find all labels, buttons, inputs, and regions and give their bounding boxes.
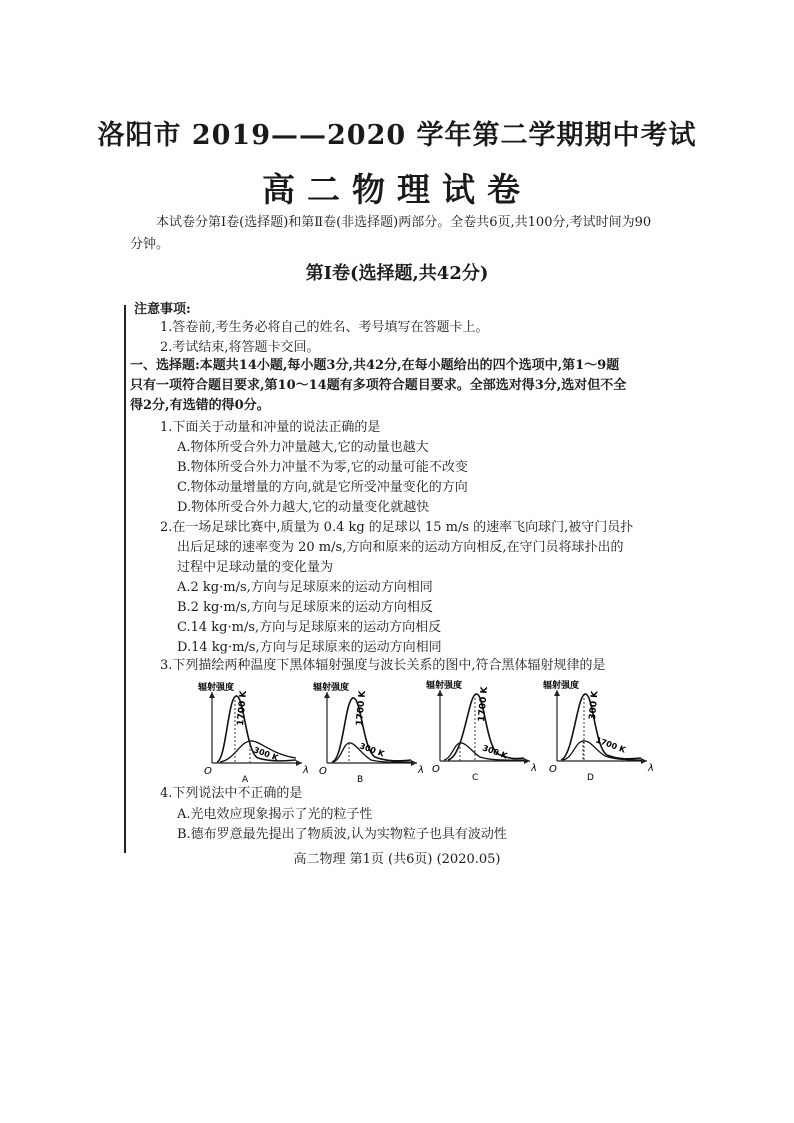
graph-d-origin: O [549,764,557,775]
graph-a-hi-label: 1700 K [236,690,250,727]
graph-b-lo-label: 300 K [358,741,386,759]
section-title: 第Ⅰ卷(选择题,共42分) [305,263,489,284]
graph-a-origin: O [204,766,212,777]
graph-d-ylabel: 辐射强度 [543,681,580,691]
notes-heading: 注意事项: [134,302,191,317]
question-4-option-a: A.光电效应现象揭示了光的粒子性 [177,807,373,822]
graph-d-lo-label: 1700 K [594,735,627,755]
graph-b-xlabel: λ [418,765,424,776]
graph-a-plot [190,678,310,788]
graph-a-caption: A [242,775,249,785]
graph-c-origin: O [432,764,440,775]
question-2-stem: 2.在一场足球比赛中,质量为 0.4 kg 的足球以 15 m/s 的速率飞向球门,被守门员扑 [160,520,634,535]
instruction-line: 只有一项符合题目要求,第10～14题有多项符合题目要求。全部选对得3分,选对但不全 [130,378,627,393]
graph-a [190,678,310,788]
question-2-option-c: C.14 kg·m/s,方向与足球原来的运动方向相反 [177,620,442,635]
graph-c-xlabel: λ [531,763,537,774]
instruction-line: 得2分,有选错的得0分。 [130,398,270,413]
graph-c-lo-label: 300 K [481,743,509,761]
graph-c-ylabel: 辐射强度 [426,681,463,691]
question-1-stem: 1.下面关于动量和冲量的说法正确的是 [160,420,381,435]
graph-a-xlabel: λ [303,765,309,776]
binding-margin-line [124,305,126,853]
question-2-option-b: B.2 kg·m/s,方向与足球原来的运动方向相反 [177,600,433,615]
question-2-stem: 过程中足球动量的变化量为 [177,560,334,575]
question-4-stem: 4.下列说法中不正确的是 [160,786,303,801]
question-1-option-c: C.物体动量增量的方向,就是它所受冲量变化的方向 [177,480,468,495]
graph-d-hi-label: 300 K [588,690,601,721]
graph-b [305,678,425,788]
graph-c [418,676,538,786]
question-2-stem: 出后足球的速率变为 20 m/s,方向和原来的运动方向相反,在守门员将球扑出的 [177,540,624,555]
note-item: 2.考试结束,将答题卡交回。 [160,340,320,355]
question-4-option-b: B.德布罗意最先提出了物质波,认为实物粒子也具有波动性 [177,827,507,842]
question-1-option-d: D.物体所受合外力越大,它的动量变化就越快 [177,500,430,515]
exam-intro: 本试卷分第Ⅰ卷(选择题)和第Ⅱ卷(非选择题)两部分。全卷共6页,共100分,考试时间为90分钟。 [130,215,652,252]
graph-d-xlabel: λ [648,763,654,774]
question-3-stem: 3.下列描绘两种温度下黑体辐射强度与波长关系的图中,符合黑体辐射规律的是 [160,658,606,673]
instruction-line: 一、选择题:本题共14小题,每小题3分,共42分,在每小题给出的四个选项中,第1～9题 [130,358,620,373]
exam-subtitle: 高二物理试卷 [262,170,532,209]
graph-b-plot [305,678,425,788]
question-2-option-d: D.14 kg·m/s,方向与足球原来的运动方向相同 [177,640,442,655]
graph-c-caption: C [472,773,479,783]
graph-d [535,676,655,786]
x-axis-arrow [641,758,647,764]
note-item: 1.答卷前,考生务必将自己的姓名、考号填写在答题卡上。 [160,320,489,335]
graph-b-ylabel: 辐射强度 [313,683,350,693]
graph-b-hi-label: 1700 K [355,690,369,727]
graph-d-caption: D [587,773,594,783]
graph-b-caption: B [357,775,364,785]
graph-c-hi-label: 1700 K [477,686,491,723]
x-axis-arrow [411,760,417,766]
graph-a-ylabel: 辐射强度 [198,683,235,693]
exam-title: 洛阳市 2019——2020 学年第二学期期中考试 [97,120,697,151]
x-axis-arrow [296,760,302,766]
question-1-option-b: B.物体所受合外力冲量不为零,它的动量可能不改变 [177,460,468,475]
question-1-option-a: A.物体所受合外力冲量越大,它的动量也越大 [177,440,429,455]
page-footer: 高二物理 第1页 (共6页) (2020.05) [293,852,501,867]
graph-c-plot [418,676,538,786]
x-axis-arrow [524,758,530,764]
question-2-option-a: A.2 kg·m/s,方向与足球原来的运动方向相同 [177,580,433,595]
graph-d-plot [535,676,655,786]
graph-a-lo-label: 300 K [252,745,280,763]
graph-b-origin: O [319,766,327,777]
